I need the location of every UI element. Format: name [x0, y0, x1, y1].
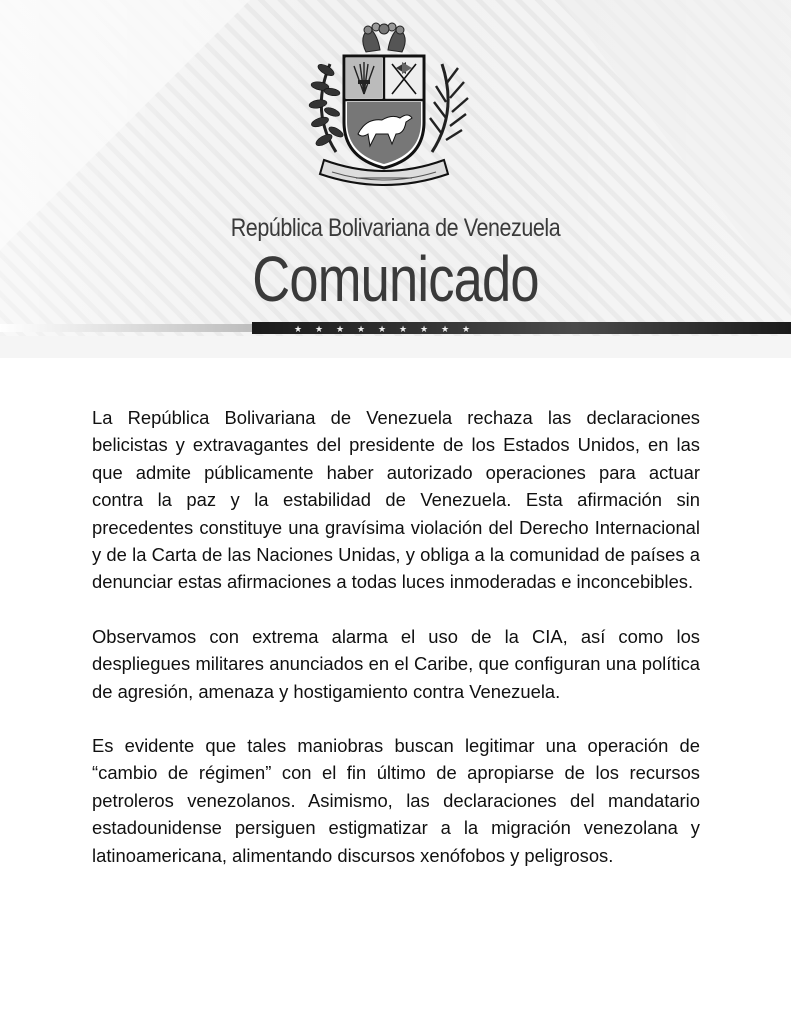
body-paragraph: Es evidente que tales maniobras buscan legitimar una operación de “cambio de régimen” con el fin último de apropiarse de los recursos petroleros venezolanos. Asimismo, las declaraciones del mandatario estadounidense persiguen estigmatizar a la migración venezolana y latinoamericana, alimentando discursos xenófobos y peligrosos. [92, 735, 700, 866]
svg-text:★: ★ [399, 325, 408, 334]
communique-header [0, 0, 791, 358]
svg-text:★: ★ [441, 325, 450, 334]
svg-text:★: ★ [378, 325, 387, 334]
republic-name: República Bolivariana de Venezuela [230, 214, 561, 242]
document-title: Comunicado [252, 243, 539, 315]
header-divider-bar [0, 322, 791, 334]
svg-text:★: ★ [315, 325, 324, 334]
svg-text:★: ★ [294, 325, 303, 334]
svg-text:★: ★ [462, 325, 471, 334]
coat-of-arms-emblem [296, 22, 472, 198]
body-paragraph: Observamos con extrema alarma el uso de la CIA, así como los despliegues militares anunciados en el Caribe, que configuran una política de agresión, amenaza y hostigamiento contra Venezuela. [92, 625, 700, 702]
svg-text:★: ★ [336, 325, 345, 334]
body-paragraph: La República Bolivariana de Venezuela rechaza las declaraciones belicistas y extravagantes del presidente de los Estados Unidos, en las que admite públicamente haber autorizado operaciones para actuar contra la paz y la estabilidad de Venezuela. Esta afirmación sin precedentes constituye una gravísima violación del Derecho Internacional y de la Carta de las Naciones Unidas, y obliga a la comunidad de países a denunciar estas afirmaciones a todas luces inmoderadas e inconcebibles. [92, 407, 700, 593]
svg-text:★: ★ [420, 325, 429, 334]
communique-body [92, 404, 700, 896]
svg-text:★: ★ [357, 325, 366, 334]
